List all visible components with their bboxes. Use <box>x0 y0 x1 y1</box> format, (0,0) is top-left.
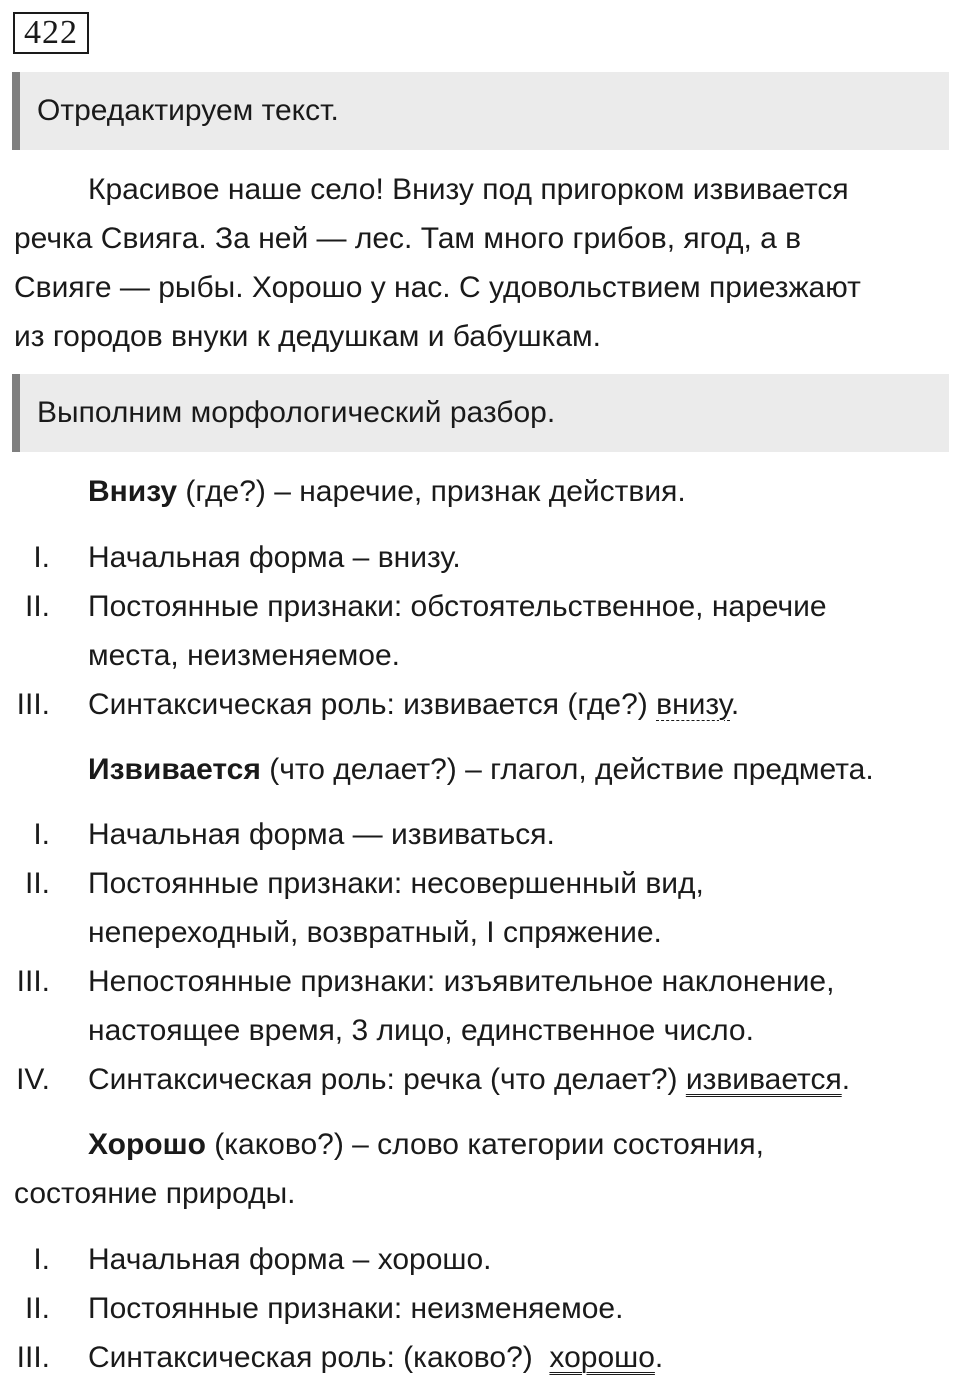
heading-text: (где?) – наречие, признак действия. <box>177 475 686 508</box>
punctuation: . <box>654 1341 664 1374</box>
analysis-heading-continuation: состояние природы. <box>14 1177 296 1210</box>
punctuation: . <box>841 1063 851 1096</box>
item-text: Начальная форма – внизу. <box>88 541 461 574</box>
roman-numeral: II. <box>24 1292 50 1325</box>
paragraph-line: из городов внуки к дедушкам и бабушкам. <box>14 320 601 353</box>
predicate-underlined-word: извивается <box>685 1063 842 1096</box>
item-text: Постоянные признаки: несовершенный вид, <box>88 867 704 900</box>
paragraph-line: речка Свияга. За ней — лес. Там много грибов, ягод, а в <box>14 222 802 255</box>
analysis-heading <box>88 474 686 510</box>
item-text: непереходный, возвратный, I спряжение. <box>88 916 662 949</box>
syntax-role-text: Синтаксическая роль: извивается (где?) <box>88 688 657 721</box>
item-text: места, неизменяемое. <box>88 639 400 672</box>
paragraph-line: Красивое наше село! Внизу под пригорком извивается <box>88 173 849 206</box>
paragraph-line: Свияге — рыбы. Хорошо у нас. С удовольствием приезжают <box>14 271 861 304</box>
heading-text: (что делает?) – глагол, действие предмета. <box>260 753 874 786</box>
analysed-word: Внизу <box>88 475 178 508</box>
item-text: Постоянные признаки: обстоятельственное, наречие <box>88 590 827 623</box>
item-text <box>88 1062 850 1098</box>
item-text: Начальная форма — извиваться. <box>88 818 555 851</box>
task-number: 422 <box>13 12 89 54</box>
item-text <box>88 687 739 723</box>
roman-numeral: I. <box>33 541 50 574</box>
item-text <box>88 1340 663 1376</box>
item-text: Начальная форма – хорошо. <box>88 1243 492 1276</box>
roman-numeral: I. <box>33 1243 50 1276</box>
syntax-role-text: Синтаксическая роль: речка (что делает?) <box>88 1063 686 1096</box>
item-text: настоящее время, 3 лицо, единственное число. <box>88 1014 754 1047</box>
heading-text: (каково?) – слово категории состояния, <box>205 1128 764 1161</box>
roman-numeral: III. <box>16 965 50 998</box>
roman-numeral: II. <box>24 867 50 900</box>
item-text: Постоянные признаки: неизменяемое. <box>88 1292 624 1325</box>
roman-numeral: IV. <box>16 1063 50 1096</box>
analysis-heading <box>88 1127 764 1163</box>
roman-numeral: III. <box>16 1341 50 1374</box>
predicate-underlined-word: хорошо <box>549 1341 655 1374</box>
syntax-role-text: Синтаксическая роль: (каково?) <box>88 1341 550 1374</box>
roman-numeral: III. <box>16 688 50 721</box>
section-title-analysis: Выполним морфологический разбор. <box>12 374 949 452</box>
roman-numeral: I. <box>33 818 50 851</box>
adverbial-underlined-word: внизу <box>656 688 731 721</box>
punctuation: . <box>730 688 740 721</box>
roman-numeral: II. <box>24 590 50 623</box>
analysis-heading <box>88 752 874 788</box>
item-text: Непостоянные признаки: изъявительное наклонение, <box>88 965 835 998</box>
analysed-word: Хорошо <box>88 1128 206 1161</box>
section-title-edit: Отредактируем текст. <box>12 72 949 150</box>
analysed-word: Извивается <box>88 753 261 786</box>
